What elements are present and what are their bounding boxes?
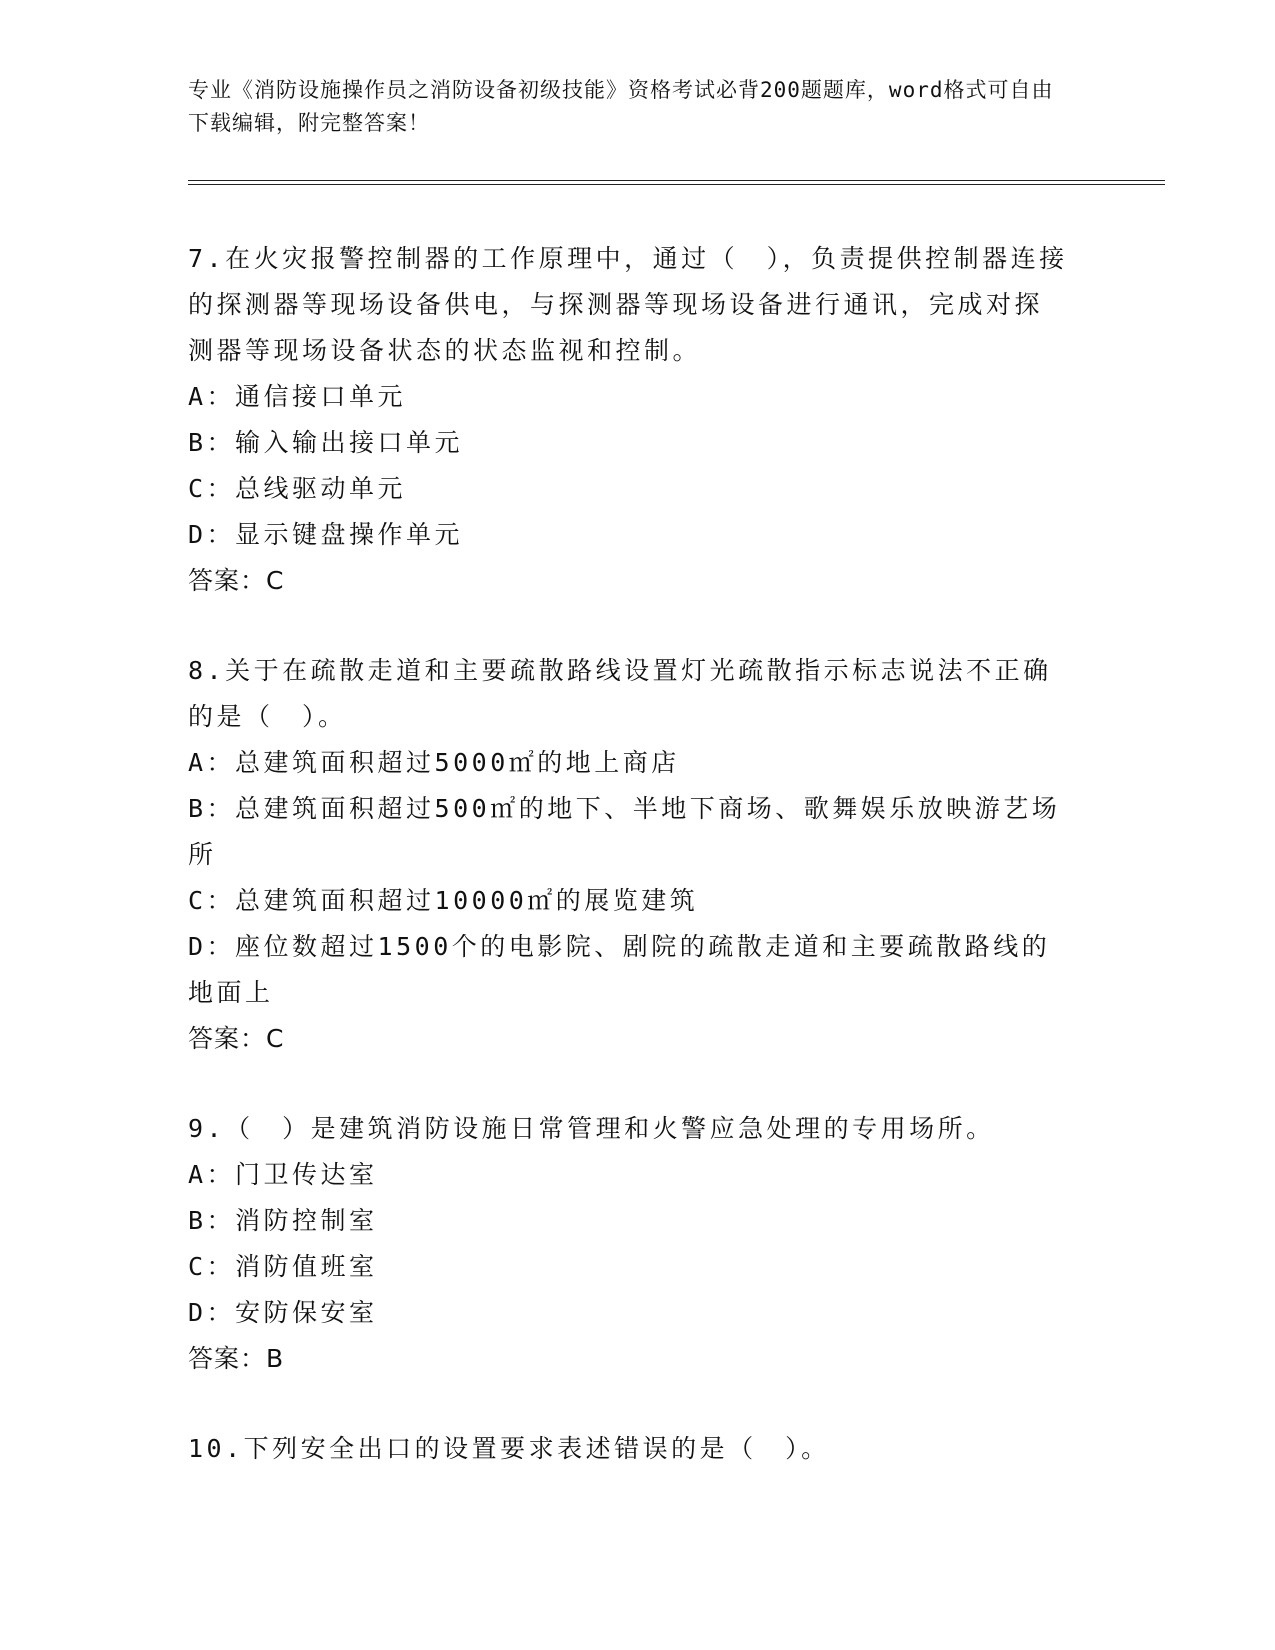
option-c: C：消防值班室 — [188, 1252, 378, 1281]
spacer — [188, 1062, 1068, 1106]
question-9 — [188, 1106, 1068, 1382]
answer-label: 答案：C — [188, 566, 285, 595]
option-c: C：总线驱动单元 — [188, 474, 407, 503]
question-7 — [188, 236, 1068, 604]
option-c: C：总建筑面积超过10000㎡的展览建筑 — [188, 886, 699, 915]
question-stem: 7.在火灾报警控制器的工作原理中，通过（ ），负责提供控制器连接的探测器等现场设备供电，与探测器等现场设备进行通讯，完成对探测器等现场设备状态的状态监视和控制。 — [188, 244, 1068, 365]
option-b: B：消防控制室 — [188, 1206, 378, 1235]
document-header: 专业《消防设施操作员之消防设备初级技能》资格考试必背200题题库，word格式可自由下载编辑，附完整答案！ — [188, 78, 1054, 135]
option-b: B：输入输出接口单元 — [188, 428, 464, 457]
option-d: D：显示键盘操作单元 — [188, 520, 464, 549]
question-stem: 9.（ ）是建筑消防设施日常管理和火警应急处理的专用场所。 — [188, 1114, 995, 1143]
option-a: A：总建筑面积超过5000㎡的地上商店 — [188, 748, 680, 777]
spacer — [188, 604, 1068, 648]
question-8 — [188, 648, 1068, 1062]
option-b: B：总建筑面积超过500㎡的地下、半地下商场、歌舞娱乐放映游艺场所 — [188, 794, 1061, 869]
question-10 — [188, 1426, 1068, 1472]
option-d: D：座位数超过1500个的电影院、剧院的疏散走道和主要疏散路线的地面上 — [188, 932, 1051, 1007]
answer-label: 答案：B — [188, 1344, 285, 1373]
question-stem: 8.关于在疏散走道和主要疏散路线设置灯光疏散指示标志说法不正确的是（ ）。 — [188, 656, 1052, 731]
header-double-rule — [188, 180, 1165, 185]
option-a: A：门卫传达室 — [188, 1160, 378, 1189]
answer-label: 答案：C — [188, 1024, 285, 1053]
spacer — [188, 1382, 1068, 1426]
option-d: D：安防保安室 — [188, 1298, 378, 1327]
question-list — [188, 236, 1068, 1472]
option-a: A：通信接口单元 — [188, 382, 407, 411]
question-stem: 10.下列安全出口的设置要求表述错误的是（ ）。 — [188, 1434, 830, 1463]
